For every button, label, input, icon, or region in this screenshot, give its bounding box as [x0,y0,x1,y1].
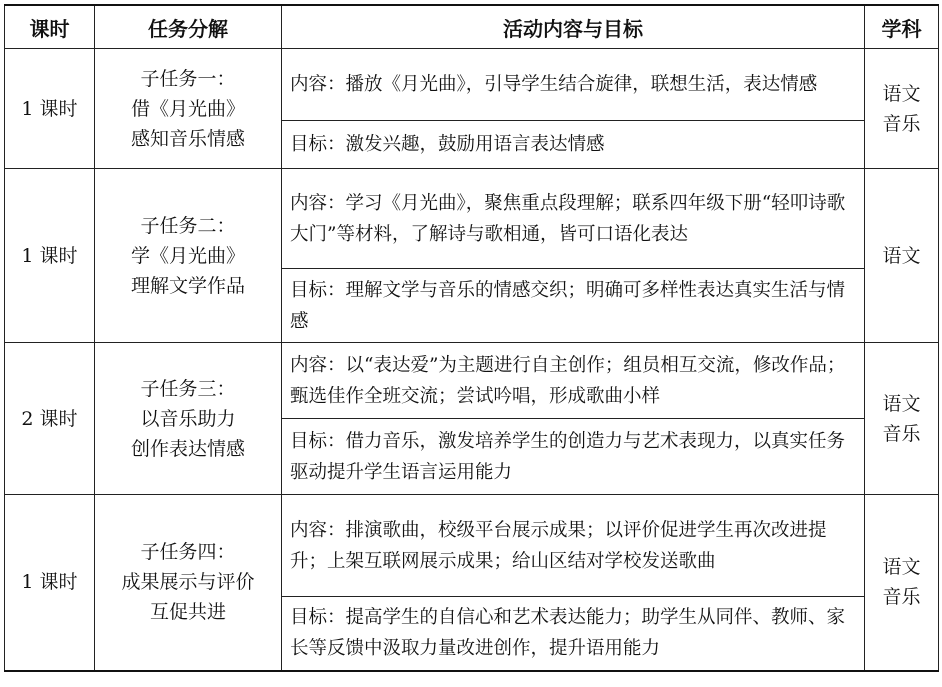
content-cell: 内容：播放《月光曲》，引导学生结合旋律，联想生活，表达情感 [282,49,865,121]
time-cell: 1 课时 [5,495,95,671]
header-row [5,5,939,49]
subject-cell [865,495,939,671]
header-activity: 活动内容与目标 [282,5,865,49]
table-row [5,49,939,121]
subject-label: 音乐 [882,586,921,609]
subject-label: 音乐 [882,112,921,135]
task-line: 成果展示与评价 [121,571,255,594]
header-time: 课时 [5,5,95,49]
subject-label: 语文 [882,556,921,579]
goal-cell: 目标：借力音乐，激发培养学生的创造力与艺术表现力，以真实任务驱动提升学生语言运用能力 [282,419,865,495]
task-line: 以音乐助力 [140,407,236,430]
subject-cell [865,169,939,343]
task-label: 子任务二： [140,214,236,237]
table-row [5,343,939,419]
task-label: 子任务三： [140,377,236,400]
table-row [5,495,939,597]
task-cell [95,49,282,169]
task-cell [95,495,282,671]
content-cell: 内容：学习《月光曲》，聚焦重点段理解；联系四年级下册“轻叩诗歌大门”等材料，了解诗与歌相通，皆可口语化表达 [282,169,865,269]
subject-label: 音乐 [882,422,921,445]
subject-cell [865,49,939,169]
time-cell: 1 课时 [5,49,95,169]
subject-label: 语文 [882,82,921,105]
lesson-plan-table [4,4,939,672]
task-line: 借《月光曲》 [130,97,245,120]
content-cell: 内容：以“表达爱”为主题进行自主创作；组员相互交流，修改作品；甄选佳作全班交流；尝试吟唱，形成歌曲小样 [282,343,865,419]
task-line: 学《月光曲》 [130,244,245,267]
task-cell [95,343,282,495]
task-line: 感知音乐情感 [130,127,245,150]
goal-cell: 目标：提高学生的自信心和艺术表达能力；助学生从同伴、教师、家长等反馈中汲取力量改进创作，提升语用能力 [282,597,865,671]
subject-label: 语文 [882,392,921,415]
header-task: 任务分解 [95,5,282,49]
table-row [5,169,939,269]
task-line: 创作表达情感 [130,437,245,460]
time-cell: 1 课时 [5,169,95,343]
header-subject: 学科 [865,5,939,49]
subject-label: 语文 [882,244,921,267]
subject-cell [865,343,939,495]
goal-cell: 目标：激发兴趣，鼓励用语言表达情感 [282,121,865,169]
content-cell: 内容：排演歌曲，校级平台展示成果；以评价促进学生再次改进提升；上架互联网展示成果；给山区结对学校发送歌曲 [282,495,865,597]
task-cell [95,169,282,343]
task-label: 子任务一： [140,67,236,90]
task-line: 理解文学作品 [130,274,245,297]
task-label: 子任务四： [140,541,236,564]
time-cell: 2 课时 [5,343,95,495]
task-line: 互促共进 [149,601,226,624]
goal-cell: 目标：理解文学与音乐的情感交织；明确可多样性表达真实生活与情感 [282,269,865,343]
